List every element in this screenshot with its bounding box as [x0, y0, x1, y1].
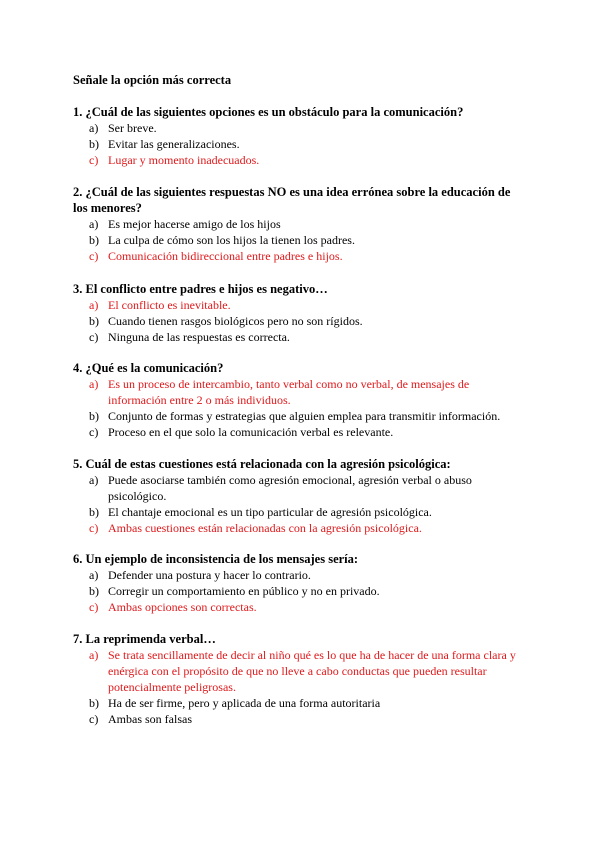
question-title: 7. La reprimenda verbal… [73, 632, 216, 646]
question-7 [73, 631, 523, 727]
question-1 [73, 104, 523, 168]
question-4 [73, 360, 523, 440]
option-a: a) Defender una postura y hacer lo contrario. [89, 568, 311, 582]
option-c: c) Comunicación bidireccional entre padres e hijos. [89, 249, 343, 263]
option-a: a) El conflicto es inevitable. [89, 298, 231, 312]
option-a: a) Es un proceso de intercambio, tanto verbal como no verbal, de mensajes de información entre 2 o más individuos. [89, 377, 470, 407]
option-c: c) Ambas cuestiones están relacionadas con la agresión psicológica. [89, 521, 422, 535]
option-a: a) Es mejor hacerse amigo de los hijos [89, 217, 281, 231]
option-c: c) Proceso en el que solo la comunicación verbal es relevante. [89, 425, 394, 439]
options-list [73, 567, 523, 615]
option-a: a) Ser breve. [89, 121, 157, 135]
options-list [73, 647, 523, 727]
question-2 [73, 184, 523, 264]
question-title: 4. ¿Qué es la comunicación? [73, 361, 224, 375]
options-list [73, 216, 523, 264]
options-list [73, 297, 523, 345]
option-c: c) Ambas opciones son correctas. [89, 600, 257, 614]
options-list [73, 376, 523, 440]
question-title: 5. Cuál de estas cuestiones está relacionada con la agresión psicológica: [73, 457, 451, 471]
question-title: 3. El conflicto entre padres e hijos es negativo… [73, 282, 328, 296]
question-title: 6. Un ejemplo de inconsistencia de los mensajes sería: [73, 552, 359, 566]
option-b: b) Evitar las generalizaciones. [89, 137, 240, 151]
question-5 [73, 456, 523, 536]
option-a: a) Se trata sencillamente de decir al niño qué es lo que ha de hacer de una forma clara y enérgica con el propósito de que no lleve a cabo conductas que pueden resultar potencialmente peligrosas. [89, 648, 516, 694]
option-b: b) El chantaje emocional es un tipo particular de agresión psicológica. [89, 505, 432, 519]
question-title: 2. ¿Cuál de las siguientes respuestas NO es una idea errónea sobre la educación de los menores? [73, 185, 511, 215]
option-c: c) Lugar y momento inadecuados. [89, 153, 260, 167]
question-6 [73, 551, 523, 615]
option-b: b) Corregir un comportamiento en público y no en privado. [89, 584, 380, 598]
option-b: b) Ha de ser firme, pero y aplicada de una forma autoritaria [89, 696, 381, 710]
option-c: c) Ninguna de las respuestas es correcta. [89, 330, 290, 344]
option-b: b) La culpa de cómo son los hijos la tienen los padres. [89, 233, 355, 247]
question-3 [73, 281, 523, 345]
question-title: 1. ¿Cuál de las siguientes opciones es un obstáculo para la comunicación? [73, 105, 464, 119]
option-b: b) Conjunto de formas y estrategias que alguien emplea para transmitir información. [89, 409, 501, 423]
option-b: b) Cuando tienen rasgos biológicos pero no son rígidos. [89, 314, 363, 328]
option-a: a) Puede asociarse también como agresión emocional, agresión verbal o abuso psicológico. [89, 473, 472, 503]
options-list [73, 120, 523, 168]
instruction-heading: Señale la opción más correcta [73, 73, 232, 87]
option-c: c) Ambas son falsas [89, 712, 192, 726]
options-list [73, 472, 523, 536]
